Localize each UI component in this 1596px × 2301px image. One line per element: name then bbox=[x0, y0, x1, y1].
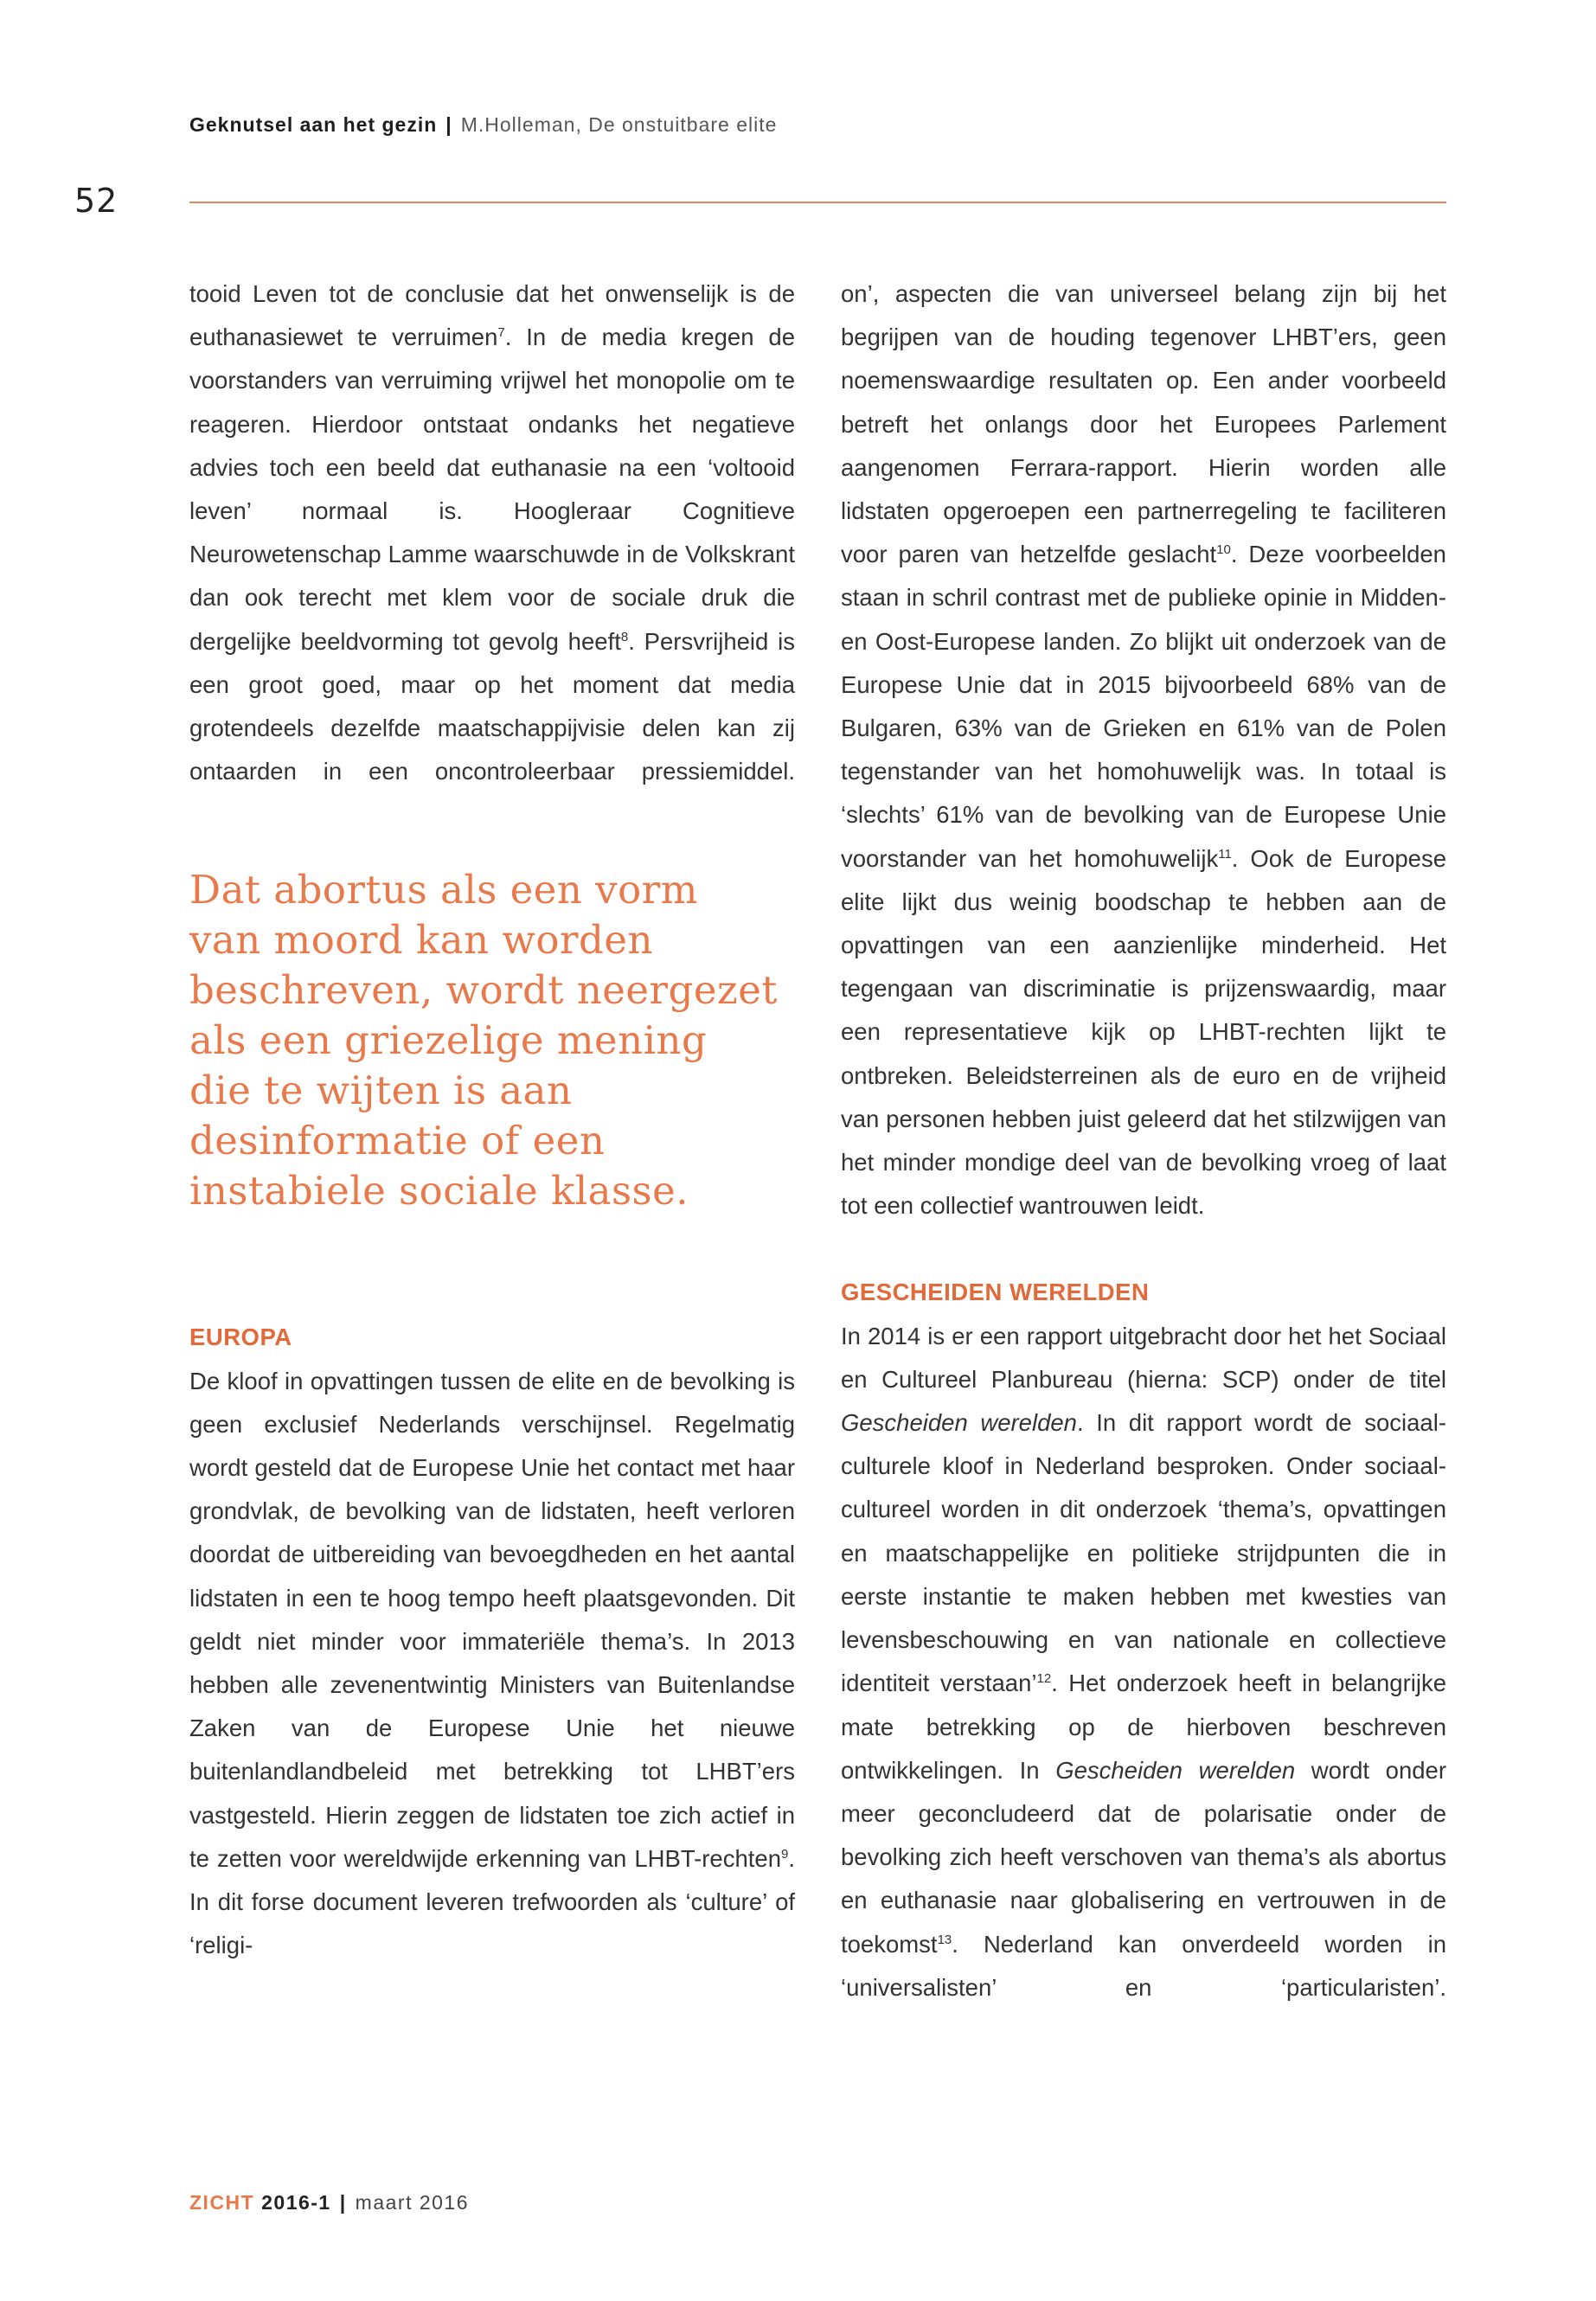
section-heading-europa: EUROPA bbox=[189, 1324, 292, 1351]
left-column bbox=[189, 272, 795, 1967]
running-footer bbox=[189, 2191, 469, 2214]
footnote-ref: 10 bbox=[1216, 542, 1231, 558]
text-run: De kloof in opvattingen tussen de elite en de bevolking is geen exclusief Nederlands verschijnsel. Regelmatig wordt gesteld dat de Europese Unie het contact met haar grondvlak, de bevolking van de lidstaten, heeft verloren doordat de uitbereiding van bevoegdheden en het aantal lidstaten in een te hoog tempo heeft plaatsgevonden. Dit geldt niet minder voor immateriële thema’s. In 2013 hebben alle zevenentwintig Ministers van Buitenlandse Zaken van de Europese Unie het nieuwe buitenlandlandbeleid met betrekking tot LHBT’ers vastgesteld. Hierin zeggen de lidstaten toe zich actief in te zetten voor wereldwijde erkenning van LHBT-rechten bbox=[189, 1367, 795, 1872]
footnote-ref: 8 bbox=[620, 629, 629, 644]
text-run: In 2014 is er een rapport uitgebracht door het het Sociaal en Cultureel Planbureau (hierna: SCP) onder de titel bbox=[841, 1322, 1446, 1393]
header-title: Geknutsel aan het gezin bbox=[189, 113, 438, 136]
text-run: . Deze voorbeelden staan in schril contrast met de publieke opinie in Midden- en Oost-Europese landen. Zo blijkt uit onderzoek van de Europese Unie dat in 2015 bijvoorbeeld 68% van de Bulgaren, 63% van de Grieken en 61% van de Polen tegenstander van het homohuwelijk was. In totaal is ‘slechts’ 61% van de bevolking van de Europese Unie voorstander van het homohuwelijk bbox=[841, 541, 1446, 872]
footer-date: maart 2016 bbox=[355, 2191, 470, 2214]
section-heading-gescheiden-werelden: GESCHEIDEN WERELDEN bbox=[841, 1279, 1150, 1306]
footnote-ref: 9 bbox=[781, 1846, 789, 1862]
footer-brand: ZICHT bbox=[189, 2191, 255, 2214]
text-run: . In dit rapport wordt de sociaal-culturele kloof in Nederland besproken. Onder sociaal-cultureel worden in dit onderzoek ‘thema’s, opvattingen en maatschappelijke en politieke strijdpunten die in eerste instantie te maken hebben met kwesties van levensbeschouwing en van nationale en collectieve identiteit verstaan’ bbox=[841, 1409, 1446, 1697]
footnote-ref: 11 bbox=[1218, 846, 1232, 862]
text-run: tooid Leven tot de conclusie dat het onwenselijk is de euthanasiewet te verruimen bbox=[189, 280, 795, 351]
text-run: wordt onder meer geconcludeerd dat de polarisatie onder de bevolking zich heeft verschoven van thema’s als abortus en euthanasie naar globalisering en vertrouwen in de toekomst bbox=[841, 1756, 1446, 1958]
page-number: 52 bbox=[74, 182, 119, 220]
header-separator: | bbox=[445, 113, 452, 136]
header-rule bbox=[189, 202, 1446, 203]
text-run: . Ook de Europese elite lijkt dus weinig boodschap te hebben aan de opvattingen van een aanzienlijke minderheid. Het tegengaan van discriminatie is prijzenswaardig, maar een representatieve kijk op LHBT-rechten lijkt te ontbreken. Beleidsterreinen als de euro en de vrijheid van personen hebben juist geleerd dat het stilzwijgen van het minder mondige deel van de bevolking vroeg of laat tot een collectief wantrouwen leidt. bbox=[841, 844, 1446, 1220]
text-run: . Het onderzoek heeft in belangrijke mate betrekking op de hierboven beschreven ontwikkelingen. In bbox=[841, 1670, 1446, 1784]
body-paragraph bbox=[189, 272, 795, 793]
body-paragraph bbox=[841, 1315, 1446, 2009]
text-run: . In de media kregen de voorstanders van verruiming vrijwel het monopolie om te reageren. Hierdoor ontstaat ondanks het negatieve advies toch een beeld dat euthanasie na een ‘voltooid leven’ normaal is. Hoogleraar Cognitieve Neurowetenschap Lamme waarschuwde in de Volkskrant dan ook terecht met klem voor de sociale druk die dergelijke beeldvorming tot gevolg heeft bbox=[189, 324, 795, 655]
italic-title: Gescheiden werelden bbox=[1055, 1756, 1296, 1784]
italic-title: Gescheiden werelden bbox=[841, 1409, 1077, 1437]
header-author: M.Holleman, De onstuitbare elite bbox=[460, 113, 778, 136]
body-paragraph bbox=[189, 1360, 795, 1968]
footer-issue: 2016-1 bbox=[261, 2191, 331, 2214]
footnote-ref: 12 bbox=[1036, 1671, 1052, 1687]
running-header bbox=[189, 113, 777, 137]
footnote-ref: 13 bbox=[937, 1932, 952, 1947]
text-run: . Persvrijheid is een groot goed, maar op het moment dat media grotendeels dezelfde maatschappijvisie delen kan zij ontaarden in een oncontroleerbaar pressiemiddel. bbox=[189, 627, 796, 785]
text-run: . In dit forse document leveren trefwoorden als ‘culture’ of ‘religi- bbox=[189, 1844, 795, 1959]
text-run: on’, aspecten die van universeel belang zijn bij het begrijpen van de houding tegenover LHBT’ers, geen noemenswaardige resultaten op. Een ander voorbeeld betreft het onlangs door het Europees Parlement aangenomen Ferrara-rapport. Hierin worden alle lidstaten opgeroepen een partnerregeling te faciliteren voor paren van hetzelfde geslacht bbox=[841, 280, 1446, 568]
text-run: . Nederland kan onverdeeld worden in ‘universalisten’ en ‘particularisten’. bbox=[841, 1930, 1446, 2001]
pull-quote: Dat abortus als een vorm van moord kan worden beschreven, wordt neergezet als een griezelige mening die te wijten is aan desinformatie of een instabiele sociale klasse. bbox=[189, 867, 778, 1215]
body-paragraph bbox=[841, 272, 1446, 1227]
footnote-ref: 7 bbox=[497, 325, 505, 341]
footer-separator: | bbox=[339, 2191, 347, 2214]
right-column bbox=[841, 272, 1446, 2009]
